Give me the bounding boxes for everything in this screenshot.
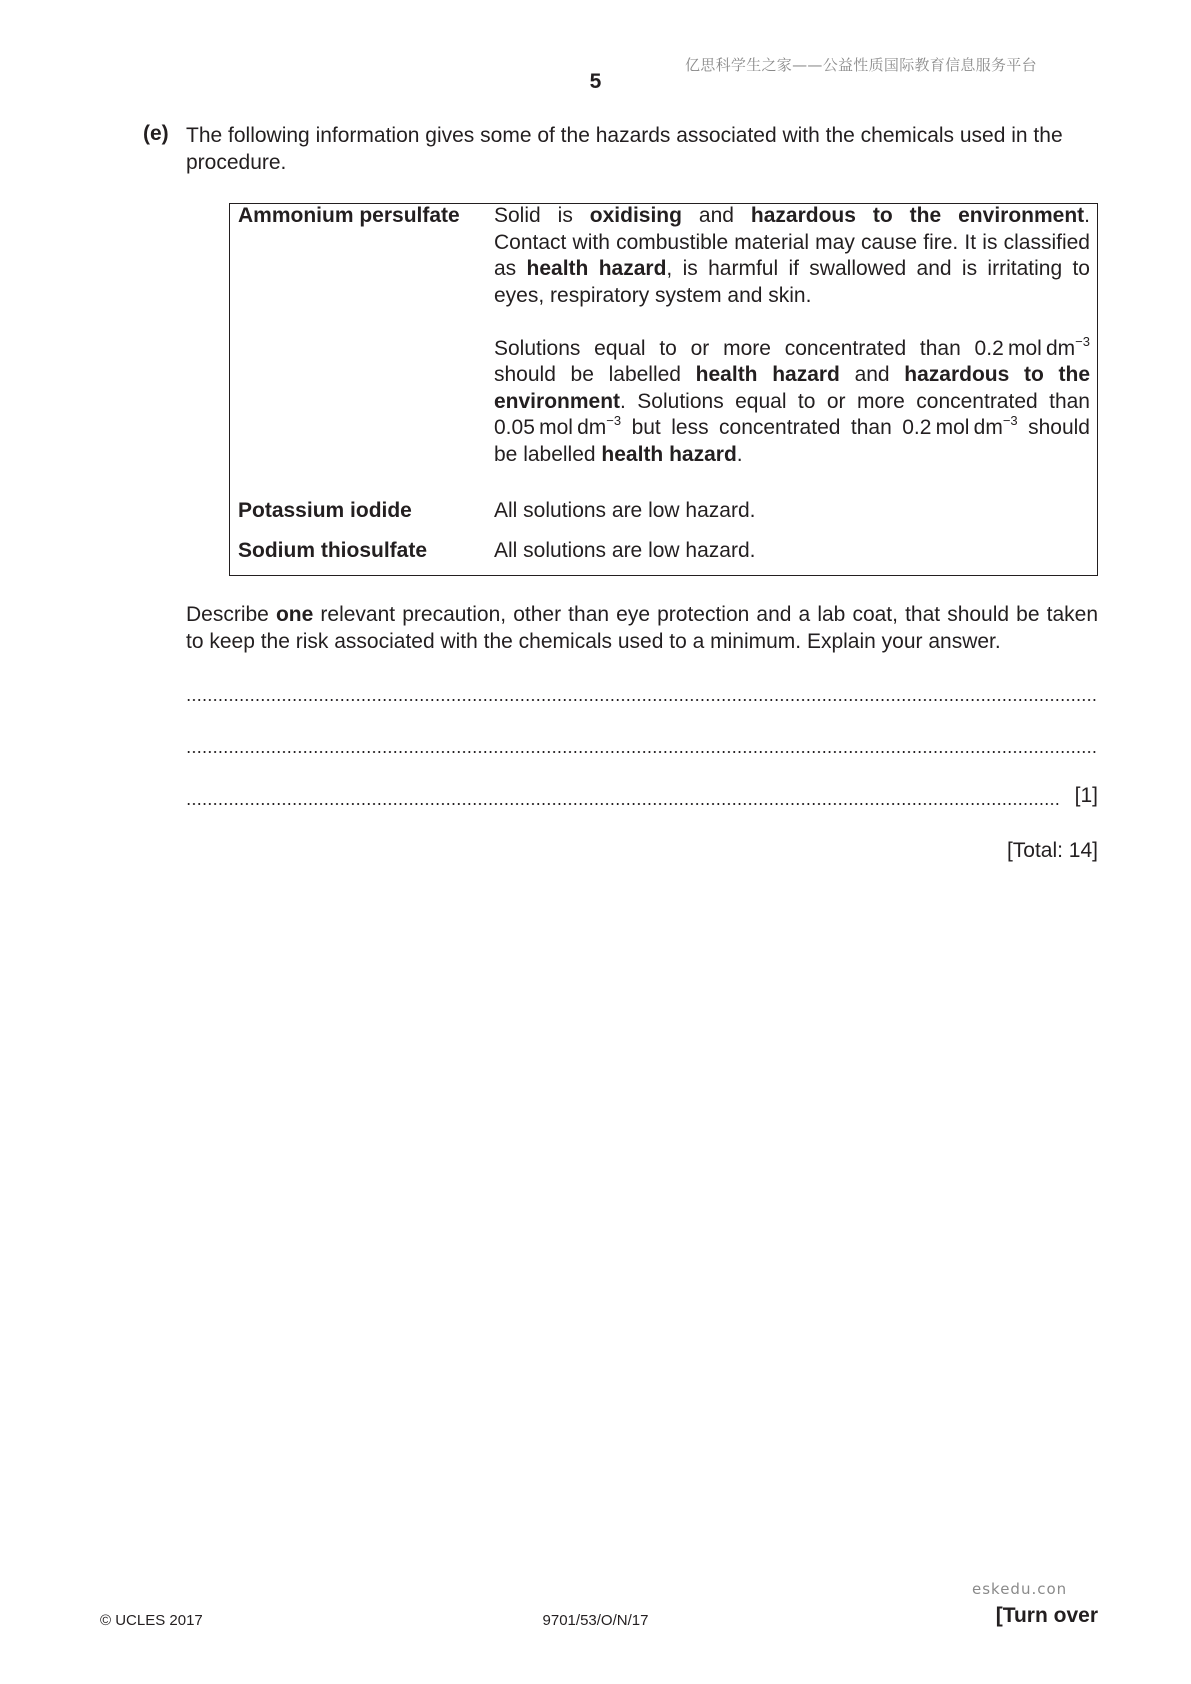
paper-code: 9701/53/O/N/17 [542,1612,649,1629]
header-watermark: 亿思科学生之家——公益性质国际教育信息服务平台 [685,56,1037,74]
answer-line-1[interactable] [186,680,1098,706]
answer-line-3[interactable] [186,784,1098,810]
answer-line-2[interactable] [186,732,1098,758]
marks-label: [1] [1074,784,1098,807]
hazard-paragraph-1: Solid is oxidising and hazardous to the environment. Contact with combustible material may cause fire. It is classified as health hazard, is harmful if swallowed and is irritating to eyes, respiratory system and skin. [494,204,1090,307]
hazard-description: All solutions are low hazard. [494,539,756,562]
dotted-line [186,803,1060,805]
question-prompt: Describe one relevant precaution, other than eye protection and a lab coat, that should be taken to keep the risk associated with the chemicals used to a minimum. Explain your answer. [186,603,1098,653]
question-intro: The following information gives some of the hazards associated with the chemicals used in the procedure. [186,124,1063,174]
hazard-paragraph-2: Solutions equal to or more concentrated than 0.2 mol $dm^{-3}$ should be labelled health hazard and hazardous to the environment. Solutions equal to or more concentrated than 0.05 mol $dm^{-3}$ but less concentrated than 0.2 mol $dm^{-3}$ should be labelled health hazard. [494,333,1090,466]
chemical-name: Ammonium persulfate [238,204,460,227]
total-marks: [Total: 14] [1006,839,1098,862]
turn-over: [Turn over [995,1604,1098,1627]
dotted-line [186,699,1098,701]
hazard-table [229,203,1098,576]
dotted-line [186,751,1098,753]
question-label: (e) [143,122,169,145]
chemical-name: Sodium thiosulfate [238,539,427,562]
copyright: © UCLES 2017 [100,1612,203,1629]
hazard-description: All solutions are low hazard. [494,499,756,522]
page-number: 5 [589,70,602,93]
footer-watermark: eskedu.con [972,1580,1068,1598]
hazard-description [494,203,1090,468]
chemical-name: Potassium iodide [238,499,412,522]
